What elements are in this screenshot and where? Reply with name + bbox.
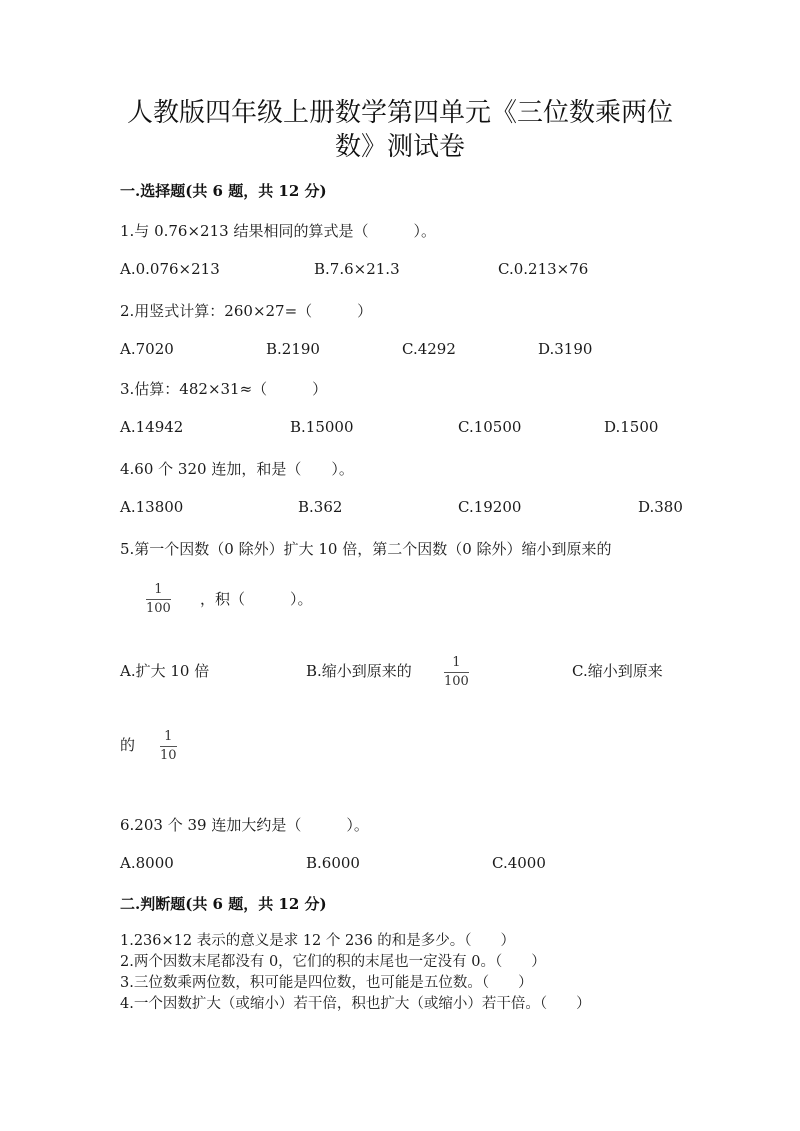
question-5-option-c-fraction [160,729,177,763]
question-5-option-a[interactable]: A.扩大 10 倍 [120,662,210,680]
fraction-denominator: 100 [444,674,469,689]
judge-item-3: 3.三位数乘两位数，积可能是四位数，也可能是五位数。（ ） [120,975,533,991]
question-5-option-c[interactable]: C.缩小到原来 [572,662,663,680]
fraction-numerator: 1 [154,582,163,597]
question-5-option-b[interactable]: B.缩小到原来的 [306,662,412,680]
question-3-text: 3.估算：482×31≈（ ） [120,380,328,398]
question-5-option-c-continued: 的 [120,736,136,754]
question-4-option-d[interactable]: D.380 [638,498,683,516]
fraction-bar [160,746,177,747]
question-5-fraction [146,582,171,616]
question-2-option-c[interactable]: C.4292 [402,340,456,358]
question-5-option-b-fraction [444,655,469,689]
fraction-numerator: 1 [452,655,461,670]
question-5-text: 5.第一个因数（0 除外）扩大 10 倍，第二个因数（0 除外）缩小到原来的 [120,540,612,558]
question-4-option-c[interactable]: C.19200 [458,498,522,516]
question-4-option-b[interactable]: B.362 [298,498,343,516]
question-5-text-after: ，积（ ）。 [200,590,313,608]
fraction-bar [146,599,171,600]
question-1-option-c[interactable]: C.0.213×76 [498,260,589,278]
question-1-option-b[interactable]: B.7.6×21.3 [314,260,400,278]
judge-item-4: 4.一个因数扩大（或缩小）若干倍，积也扩大（或缩小）若干倍。（ ） [120,996,591,1012]
question-6-text: 6.203 个 39 连加大约是（ ）。 [120,816,369,834]
question-3-option-d[interactable]: D.1500 [604,418,659,436]
judge-item-1: 1.236×12 表示的意义是求 12 个 236 的和是多少。（ ） [120,933,516,949]
judge-item-2: 2.两个因数末尾都没有 0，它们的积的末尾也一定没有 0。（ ） [120,954,546,970]
question-3-option-c[interactable]: C.10500 [458,418,522,436]
section-heading-judgement: 二.判断题(共 6 题，共 12 分) [120,895,327,913]
fraction-denominator: 100 [146,601,171,616]
fraction-bar [444,672,469,673]
page-title-line-2: 数》测试卷 [334,132,465,162]
question-2-option-a[interactable]: A.7020 [120,340,174,358]
question-4-option-a[interactable]: A.13800 [120,498,184,516]
question-2-text: 2.用竖式计算：260×27=（ ） [120,302,373,320]
section-heading-choice: 一.选择题(共 6 题，共 12 分) [120,182,327,200]
question-3-option-b[interactable]: B.15000 [290,418,354,436]
question-6-option-c[interactable]: C.4000 [492,854,546,872]
question-1-option-a[interactable]: A.0.076×213 [120,260,220,278]
fraction-numerator: 1 [164,729,173,744]
question-1-text: 1.与 0.76×213 结果相同的算式是（ ）。 [120,222,436,240]
question-2-option-d[interactable]: D.3190 [538,340,593,358]
question-6-option-b[interactable]: B.6000 [306,854,360,872]
question-6-option-a[interactable]: A.8000 [120,854,174,872]
fraction-denominator: 10 [160,748,177,763]
question-2-option-b[interactable]: B.2190 [266,340,320,358]
question-3-option-a[interactable]: A.14942 [120,418,184,436]
question-4-text: 4.60 个 320 连加，和是（ ）。 [120,460,354,478]
page-title-line-1: 人教版四年级上册数学第四单元《三位数乘两位 [126,98,673,128]
